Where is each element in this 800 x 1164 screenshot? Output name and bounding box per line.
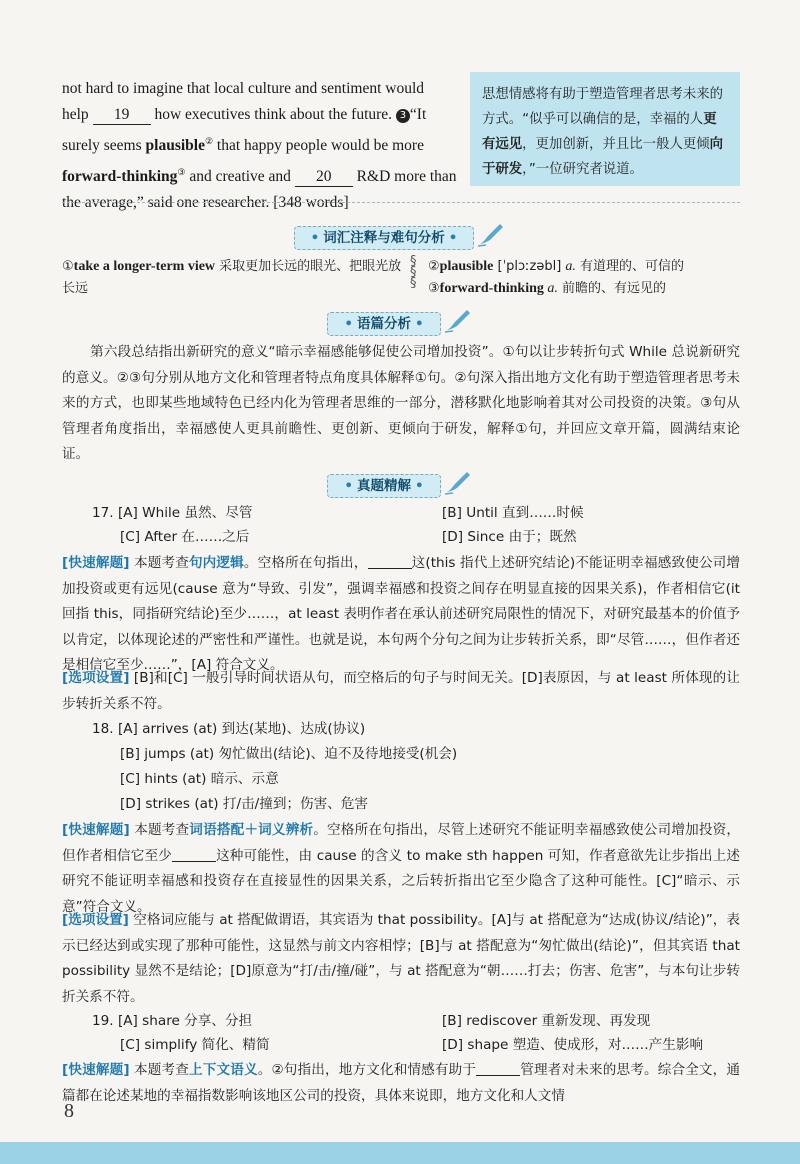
q17-analysis (62, 551, 740, 679)
part-of-speech: a. (543, 281, 558, 296)
text: ，”一位研究者说道。 (522, 162, 643, 177)
passage-line (62, 76, 460, 102)
q17-options-analysis (62, 666, 740, 717)
text: 向于研发 (482, 137, 724, 177)
label-quick-solve: [快速解题] (62, 555, 130, 571)
text: ，更加创新，并且比一般人更倾 (522, 137, 710, 152)
q19-option-d (442, 1034, 703, 1056)
section-pill: • 语篇分析 • (327, 312, 440, 336)
section-title: 词汇注释与难句分析 (323, 230, 445, 246)
text: and creative and (189, 168, 291, 186)
passage-line (62, 128, 460, 159)
q18-options-analysis (62, 908, 740, 1010)
text: [A] arrives (at) 到达(某地)、达成(协议) (117, 721, 366, 737)
text: that happy people would be more (216, 137, 424, 155)
brush-icon (476, 222, 506, 248)
vocab-definition: 采取更加长远的眼光、把眼光放长远 (62, 259, 402, 296)
text: [C] simplify 简化、精简 (120, 1037, 270, 1053)
text: [C] After 在……之后 (120, 529, 250, 545)
brush-icon (443, 470, 473, 496)
text: 这(this 指代上述研究结论)不能证明幸福感致使公司增加投资或更有远见(cause 意为“导致、引发”，强调幸福感和投资之间存在明显直接的因果关系)，作者相信它(it 回指 this，同指研究结论)至少……，at least 表明作者在承认前述研究局限性的情况下，对研究最基本的价值予以肯定，以体现论述的严密性和严谨性。也就是说，本句两个分句之间为让步转折关系，即“尽管……，但作者还是相信它至少……”，[A] 符合文义。 (62, 555, 741, 673)
vocab-definition: 前瞻的、有远见的 (557, 281, 667, 296)
section-pill: • 词汇注释与难句分析 • (294, 226, 475, 250)
q19-option-b (442, 1010, 650, 1032)
vocab-term: plausible (439, 259, 494, 274)
question-number: 19. (92, 1013, 114, 1029)
page-number: 8 (64, 1100, 74, 1122)
text: 。空格所在句指出， (243, 555, 368, 571)
vocab-term: forward-thinking (439, 281, 544, 296)
q19-option-a (92, 1010, 252, 1032)
q17-option-b (442, 502, 584, 524)
text: 。②句指出，地方文化和情感有助于 (257, 1062, 477, 1078)
q18-option-a (92, 718, 365, 740)
text: how executives think about the future. (154, 106, 393, 123)
text: “It (409, 106, 427, 123)
text: 。空格所在句指出，尽管上述研究不能证明幸福感致使公司增加投资，但作者相信它至少 (62, 822, 741, 864)
highlight: 词语搭配＋词义辨析 (189, 822, 314, 838)
text: help (62, 106, 89, 123)
q19-analysis (62, 1058, 740, 1108)
text: 第六段总结指出新研究的意义“暗示幸福感能够促使公司增加投资”。①句以让步转折句式 While 总说新研究的意义。②③句分别从地方文化和管理者特点角度具体解释①句。②句深入指出地方文化有助于塑造管理者思考未来的方式，也即某些地域特色已经内化为管理者思维的一部分，潜移默化地影响着其对公司投资的决策。③句从管理者角度指出，幸福感使人更具前瞻性、更创新、更倾向于研发，解释①句，并回应文章开篇，圆满结束论证。 (62, 344, 740, 462)
discourse-paragraph (62, 340, 740, 468)
section-title: 真题精解 (357, 478, 411, 494)
translation-box (470, 72, 740, 186)
label-option-setting: [选项设置] (62, 912, 129, 928)
label-quick-solve: [快速解题] (62, 822, 130, 838)
section-title: 语篇分析 (357, 316, 411, 332)
q17-option-d (442, 526, 577, 548)
passage-line (62, 159, 460, 190)
blank-19: 19 (93, 106, 151, 125)
text: ① (62, 259, 74, 274)
q18-option-d (120, 793, 368, 815)
q19-option-c (120, 1034, 270, 1056)
text: 本题考查 (129, 555, 189, 571)
q18-analysis (62, 818, 740, 920)
question-number: 18. (92, 721, 114, 737)
text: [A] While 虽然、尽管 (117, 505, 253, 521)
text: R&D more than (356, 168, 457, 186)
blank-20: 20 (295, 168, 353, 187)
footnote-mark: ② (204, 136, 214, 146)
text: [B]和[C] 一般引导时间状语从句，而空格后的句子与时间无关。[D]表原因，与 at least 所体现的让步转折关系不符。 (62, 670, 740, 712)
highlight: 上下文语义 (188, 1062, 258, 1078)
divider (62, 202, 740, 203)
text: [C] hints (at) 暗示、示意 (120, 771, 279, 787)
footnote-mark: ③ (177, 167, 186, 178)
section-pill: • 真题精解 • (327, 474, 440, 498)
text: 思想情感将有助于塑造管理者思考未来的方式。“似乎可以确信的是，幸福的人 (482, 87, 724, 127)
q17-option-c (120, 526, 249, 548)
text: 这种可能性，由 cause 的含义 to make sth happen 可知，作者意欲先让步指出上述研究不能证明幸福感和投资存在直接显性的因果关系，之后转折指出它至少隐含了这种可能性。[C]“暗示、示意”符合文义。 (62, 847, 740, 915)
vocab-definition: 有道理的、可信的 (575, 259, 685, 274)
text: 本题考查 (129, 822, 190, 838)
keyword-plausible: plausible (145, 137, 205, 155)
vocab-item (428, 256, 740, 278)
text: surely seems (62, 137, 142, 155)
text: [A] share 分享、分担 (117, 1013, 253, 1029)
passage-line (62, 102, 460, 128)
answer-gap (172, 847, 216, 862)
text: [D] shape 塑造、使成形，对……产生影响 (442, 1037, 704, 1053)
text: ② (428, 259, 440, 274)
brush-icon (443, 308, 473, 334)
text: 更有远见 (482, 112, 717, 152)
text: [B] Until 直到……时候 (442, 505, 584, 521)
vocab-divider: § § § (410, 254, 417, 291)
text: 空格词应能与 at 搭配做谓语，其宾语为 that possibility。[A]与 at 搭配意为“达成(协议/结论)”，表示已经达到或实现了那种可能性，这显然与前文内容相悖；[B]与 at 搭配意为“匆忙做出(结论)”，但其宾语 that possibility 显然不是结论；[D]原意为“打/击/撞/碰”，与 at 搭配意为“朝……打去；伤害、危害”，与本句让步转折关系不符。 (62, 912, 740, 1005)
answer-gap (368, 554, 412, 569)
text: not hard to imagine that local culture and sentiment would (62, 80, 425, 97)
text: 本题考查 (129, 1062, 189, 1078)
section-header-answers (0, 470, 800, 496)
section-header-vocab (0, 222, 800, 248)
question-number: 17. (92, 505, 114, 521)
highlight: 句内逻辑 (188, 555, 244, 571)
q17-option-a (92, 502, 252, 524)
vocab-term: take a longer-term view (73, 259, 216, 274)
footer-bar (0, 1142, 800, 1164)
phonetic: [ˈplɔːzəbl] (493, 259, 566, 274)
keyword-forward-thinking: forward-thinking (62, 168, 178, 186)
answer-gap (476, 1061, 520, 1076)
vocab-left (62, 256, 404, 300)
text: [D] strikes (at) 打/击/撞到；伤害、危害 (120, 796, 369, 812)
text: 管理者对未来的思考。综合全文，通篇都在论述某地的幸福指数影响该地区公司的投资，具体来说即，地方文化和人文情 (62, 1062, 740, 1104)
q18-option-b (120, 743, 457, 765)
passage-line (62, 190, 460, 216)
text: [B] jumps (at) 匆忙做出(结论)、迫不及待地接受(机会) (120, 746, 458, 762)
vocab-right (428, 256, 740, 300)
vocab-item (428, 278, 740, 300)
text: the average,” said one researcher. [348 words] (62, 194, 349, 212)
q18-option-c (120, 768, 279, 790)
label-quick-solve: [快速解题] (62, 1062, 130, 1078)
part-of-speech: a. (565, 259, 576, 274)
label-option-setting: [选项设置] (62, 670, 130, 686)
sentence-marker-3: 3 (396, 109, 410, 123)
text: [D] Since 由于；既然 (442, 529, 577, 545)
passage-excerpt (62, 76, 460, 216)
text: ③ (428, 281, 440, 296)
section-header-discourse (0, 308, 800, 334)
text: [B] rediscover 重新发现、再发现 (442, 1013, 651, 1029)
